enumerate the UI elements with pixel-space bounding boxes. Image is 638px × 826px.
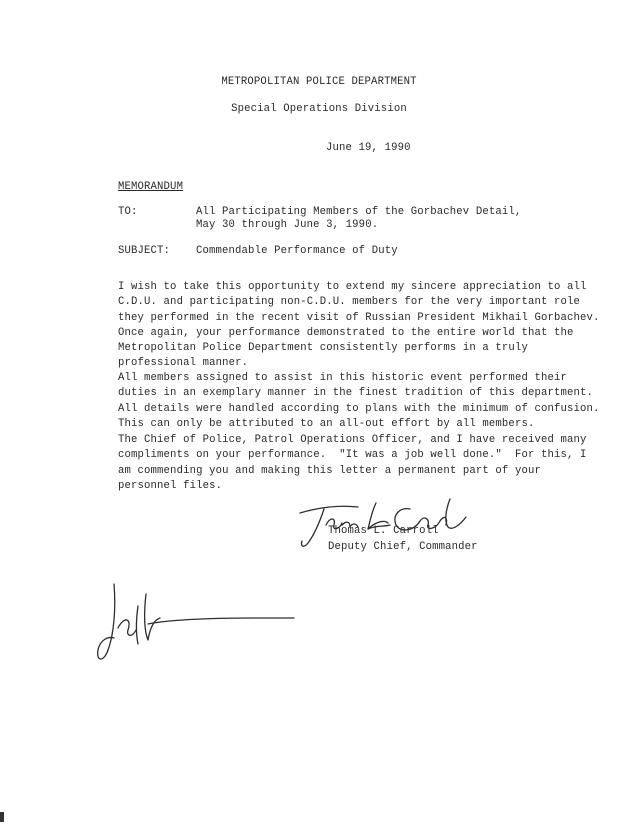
paragraph-line: Metropolitan Police Department consistently performs in a truly (118, 342, 528, 355)
paragraph-line: This can only be attributed to an all-out effort by all members. (118, 417, 535, 430)
org-name: METROPOLITAN POLICE DEPARTMENT (221, 76, 417, 88)
paragraph-line: duties in an exemplary manner in the finest tradition of this department. (118, 387, 594, 400)
signer-title: Deputy Chief, Commander (328, 541, 478, 553)
memo-type: MEMORANDUM (118, 181, 184, 193)
paragraph-line: The Chief of Police, Patrol Operations Officer, and I have received many (118, 434, 587, 446)
page-edge-mark (0, 812, 4, 822)
signer-name: Thomas L. Carroll (328, 525, 439, 537)
paragraph-line: C.D.U. and participating non-C.D.U. members for the very important role (118, 296, 581, 309)
initials-signature (88, 578, 308, 678)
paragraph-3 (118, 433, 588, 494)
paragraph-line: All details were handled according to plans with the minimum of confusion. (118, 402, 600, 415)
division-name: Special Operations Division (231, 103, 407, 115)
paragraph-line: Once again, your performance demonstrated to the entire world that the (118, 326, 574, 339)
subject-text: Commendable Performance of Duty (196, 245, 398, 257)
paragraph-line: professional manner. (118, 357, 249, 370)
paragraph-line: they performed in the recent visit of Russian President Mikhail Gorbachev. (118, 311, 600, 324)
paragraph-line: personnel files. (118, 479, 223, 492)
paragraph-line: compliments on your performance. "It was a job well done." For this, I (118, 449, 587, 462)
to-label: TO: (118, 206, 138, 218)
paragraph-1 (118, 280, 600, 372)
to-line-1: All Participating Members of the Gorbachev Detail, (196, 206, 522, 218)
paragraph-2 (118, 371, 600, 432)
paragraph-line: All members assigned to assist in this historic event performed their (118, 372, 568, 384)
memo-date: June 19, 1990 (326, 142, 411, 154)
subject-label: SUBJECT: (118, 245, 171, 257)
to-line-2: May 30 through June 3, 1990. (196, 219, 379, 231)
paragraph-line: I wish to take this opportunity to extend my sincere appreciation to all (118, 281, 587, 293)
paragraph-line: am commending you and making this letter a permanent part of your (118, 464, 541, 477)
